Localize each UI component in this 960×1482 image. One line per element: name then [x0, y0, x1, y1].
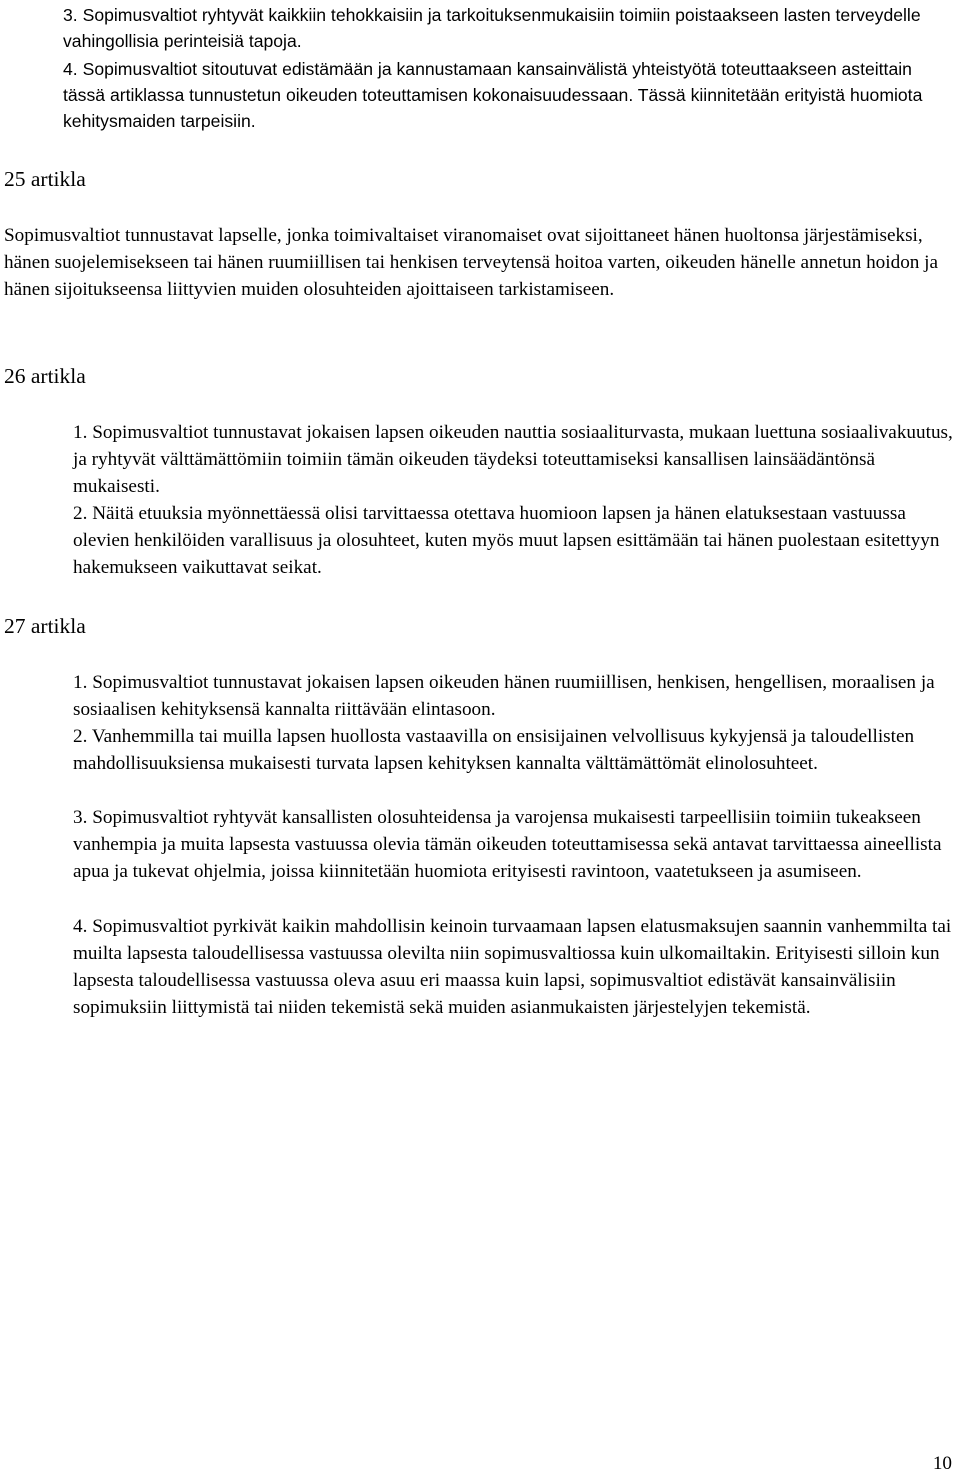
article-heading: 25 artikla: [4, 167, 86, 191]
list-item-number: 2.: [73, 503, 88, 524]
list-item-number: 2.: [73, 726, 88, 747]
list-item-text: Sopimusvaltiot pyrkivät kaikin mahdollisin keinoin turvaamaan lapsen elatusmaksujen saannin vanhemmilta tai muilta lapsesta taloudellisessa vastuussa olevilta niin sopimusvaltiossa kuin ulkomailtakin. Erityisesti silloin kun lapsesta taloudellisessa vastuussa oleva asuu eri maassa kuin lapsi, sopimusvaltiot edistävät kansainvälisiin sopimuksiin liittymistä tai niiden tekemistä sekä muiden asianmukaisten järjestelyjen tekemistä.: [73, 916, 952, 1018]
list-item-text: Sopimusvaltiot ryhtyvät kansallisten olosuhteidensa ja varojensa mukaisesti tarpeellisiin toimiin tukeakseen vanhempia ja muita lapsesta vastuussa olevia tämän oikeuden toteuttamisessa sekä antavat tarvittaessa aineellista apua ja tukevat ohjelmia, joissa kiinnitetään huomiota erityisesti ravintoon, vaatetukseen ja asumiseen.: [73, 807, 942, 882]
list-item-text: Sopimusvaltiot ryhtyvät kaikkiin tehokkaisiin ja tarkoituksenmukaisiin toimiin poistaakseen lasten terveydelle vahingollisia perinteisiä tapoja.: [63, 5, 921, 51]
list-item-number: 3.: [73, 807, 88, 828]
list-item-number: 1.: [73, 422, 88, 443]
list-item: [73, 500, 953, 581]
list-item-text: Vanhemmilla tai muilla lapsen huollosta vastaavilla on ensisijainen velvollisuus kykyjensä ja taloudellisten mahdollisuuksiensa mukaisesti turvata lapsen kehityksen kannalta välttämättömät elinolosuhteet.: [73, 726, 915, 774]
article-heading: 26 artikla: [4, 364, 86, 388]
list-item-number: 1.: [73, 672, 88, 693]
page-number: 10: [932, 1453, 952, 1474]
list-item-text: Sopimusvaltiot sitoutuvat edistämään ja kannustamaan kansainvälistä yhteistyötä toteuttaakseen asteittain tässä artiklassa tunnustetun oikeuden toteuttamisen kokonaisuudessaan. Tässä kiinnitetään erityistä huomiota kehitysmaiden tarpeisiin.: [63, 59, 923, 131]
list-item-number: 4.: [63, 59, 78, 79]
list-item-text: Näitä etuuksia myönnettäessä olisi tarvittaessa otettava huomioon lapsen ja hänen elatuksestaan vastuussa olevien henkilöiden varallisuus ja olosuhteet, kuten myös muut lapsen esittämään tai hänen puolestaan esitettyyn hakemukseen vaikuttavat seikat.: [73, 503, 940, 578]
list-item: [73, 913, 953, 1021]
list-item: [63, 2, 955, 54]
article-paragraph: Sopimusvaltiot tunnustavat lapselle, jonka toimivaltaiset viranomaiset ovat sijoittaneet hänen huoltonsa järjestämiseksi, hänen suojelemisekseen tai hänen ruumiillisen tai henkisen terveytensä hoitoa varten, oikeuden hänelle annetun hoidon ja hänen sijoitukseensa liittyvien muiden olosuhteiden ajoittaiseen tarkistamiseen.: [4, 225, 939, 300]
list-item: [73, 804, 953, 885]
list-item-number: 4.: [73, 916, 88, 937]
list-item: [63, 56, 955, 134]
list-item-number: 3.: [63, 5, 78, 25]
list-item: [73, 419, 953, 500]
list-item-text: Sopimusvaltiot tunnustavat jokaisen lapsen oikeuden nauttia sosiaaliturvasta, mukaan luettuna sosiaalivakuutus, ja ryhtyvät välttämättömiin toimiin tämän oikeuden täydeksi toteuttamiseksi kansallisen lainsäädäntönsä mukaisesti.: [73, 422, 953, 497]
list-item: [73, 669, 953, 723]
list-item-text: Sopimusvaltiot tunnustavat jokaisen lapsen oikeuden hänen ruumiillisen, henkisen, hengellisen, moraalisen ja sosiaalisen kehityksensä kannalta riittävään elintasoon.: [73, 672, 935, 720]
list-item: [73, 723, 953, 777]
article-heading: 27 artikla: [4, 614, 86, 638]
